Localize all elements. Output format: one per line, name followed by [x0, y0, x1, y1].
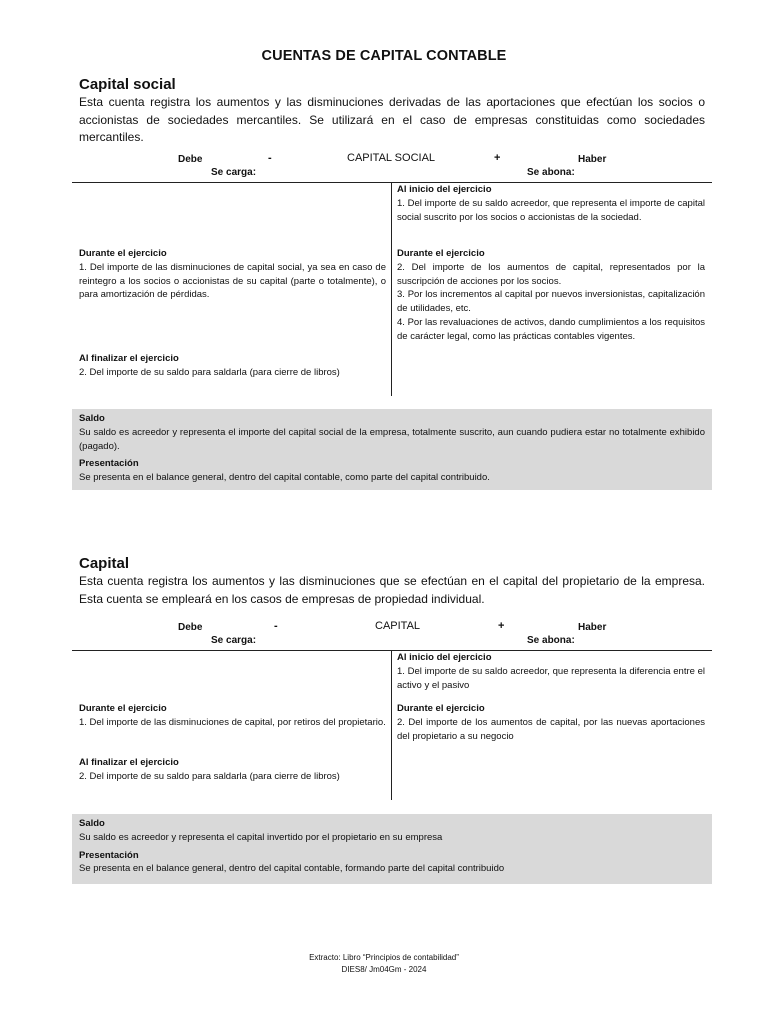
section-capital-social — [79, 76, 705, 496]
saldo-presentacion-box — [72, 409, 712, 490]
plus-sign: + — [498, 620, 505, 632]
haber-label: Haber — [578, 622, 607, 633]
credit-start-block — [397, 183, 705, 224]
debit-end-block — [79, 352, 386, 380]
saldo-text: Su saldo es acreedor y representa el capital invertido por el propietario en su empresa — [79, 831, 443, 843]
minus-sign: - — [274, 620, 278, 632]
presentacion-text: Se presenta en el balance general, dentro del capital contable, formando parte del capital contribuido — [79, 863, 505, 875]
section-title: Capital social — [79, 76, 176, 93]
debe-label: Debe — [178, 622, 203, 633]
presentacion-heading: Presentación — [79, 849, 139, 861]
footer-source: Extracto: Libro “Principios de contabilidad” — [309, 953, 459, 962]
credit-start-block — [397, 651, 705, 692]
debe-label: Debe — [178, 154, 203, 165]
section-capital — [79, 555, 705, 885]
block-item: 1. Del importe de su saldo acreedor, que representa el importe de capital social suscrito por los socios o accionistas de la sociedad. — [397, 197, 705, 223]
footer-code: DIES8/ Jm04Gm - 2024 — [341, 965, 427, 974]
block-heading: Al finalizar el ejercicio — [79, 757, 179, 768]
se-carga-label: Se carga: — [211, 635, 257, 646]
minus-sign: - — [268, 152, 272, 164]
debit-during-block — [79, 702, 386, 730]
debit-end-block — [79, 756, 386, 784]
saldo-heading: Saldo — [79, 818, 105, 829]
block-heading: Al finalizar el ejercicio — [79, 353, 179, 364]
se-carga-label: Se carga: — [211, 167, 257, 178]
block-item: 2. Del importe de su saldo para saldarla (para cierre de libros) — [79, 366, 340, 378]
credit-during-block — [397, 247, 705, 344]
t-account-vertical-line — [391, 650, 392, 800]
account-name: CAPITAL SOCIAL — [347, 152, 436, 164]
block-item: 4. Por las revaluaciones de activos, dando cumplimientos a los requisitos de carácter legal, como las prácticas contables vigentes. — [397, 316, 705, 342]
credit-during-block — [397, 702, 705, 743]
plus-sign: + — [494, 152, 501, 164]
account-name: CAPITAL — [375, 620, 421, 632]
se-abona-label: Se abona: — [527, 167, 575, 178]
block-item: 1. Del importe de las disminuciones de capital social, ya sea en caso de reintegro a los socios o accionistas de su capital (parte o totalmente), o para amortización de pérdidas. — [79, 261, 386, 301]
section-title: Capital — [79, 555, 130, 572]
block-item: 3. Por los incrementos al capital por nuevos inversionistas, capitalización de utilidades, etc. — [397, 289, 705, 315]
debit-during-block — [79, 247, 386, 302]
saldo-presentacion-box — [72, 814, 712, 884]
section-description: Esta cuenta registra los aumentos y las disminuciones que se efectúan en el capital del propietario de la empresa. Esta cuenta se empleará en los casos de empresas de propiedad individual. — [79, 574, 705, 606]
block-heading: Durante el ejercicio — [397, 703, 485, 714]
block-heading: Al inicio del ejercicio — [397, 652, 492, 663]
block-item: 2. Del importe de su saldo para saldarla (para cierre de libros) — [79, 770, 340, 782]
document-title: CUENTAS DE CAPITAL CONTABLE — [261, 48, 507, 64]
presentacion-text: Se presenta en el balance general, dentro del capital contable, como parte del capital contribuido. — [79, 472, 490, 484]
saldo-text: Su saldo es acreedor y representa el importe del capital social de la empresa, totalmente suscrito, aun cuando pudiera estar no totalmente exhibido (pagado). — [79, 426, 705, 452]
saldo-heading: Saldo — [79, 413, 105, 424]
t-account-header — [79, 154, 705, 182]
presentacion-heading: Presentación — [79, 458, 139, 470]
block-heading: Durante el ejercicio — [79, 248, 167, 259]
block-item: 2. Del importe de los aumentos de capital, representados por la suscripción de acciones por los socios. — [397, 261, 705, 287]
block-item: 1. Del importe de las disminuciones de capital, por retiros del propietario. — [79, 716, 386, 728]
block-heading: Al inicio del ejercicio — [397, 184, 492, 195]
t-account-vertical-line — [391, 182, 392, 396]
haber-label: Haber — [578, 154, 607, 165]
block-item: 2. Del importe de los aumentos de capital, por las nuevas aportaciones del propietario a su negocio — [397, 716, 705, 742]
block-heading: Durante el ejercicio — [79, 703, 167, 714]
t-account-header — [79, 622, 705, 650]
page-footer — [0, 952, 768, 976]
section-description: Esta cuenta registra los aumentos y las disminuciones derivadas de las aportaciones que efectúan los socios o accionistas de sociedades mercantiles. Se utilizará en el caso de empresas constituidas como sociedades mercantiles. — [79, 95, 705, 144]
se-abona-label: Se abona: — [527, 635, 575, 646]
block-item: 1. Del importe de su saldo acreedor, que representa la diferencia entre el activo y el pasivo — [397, 665, 705, 691]
block-heading: Durante el ejercicio — [397, 248, 485, 259]
